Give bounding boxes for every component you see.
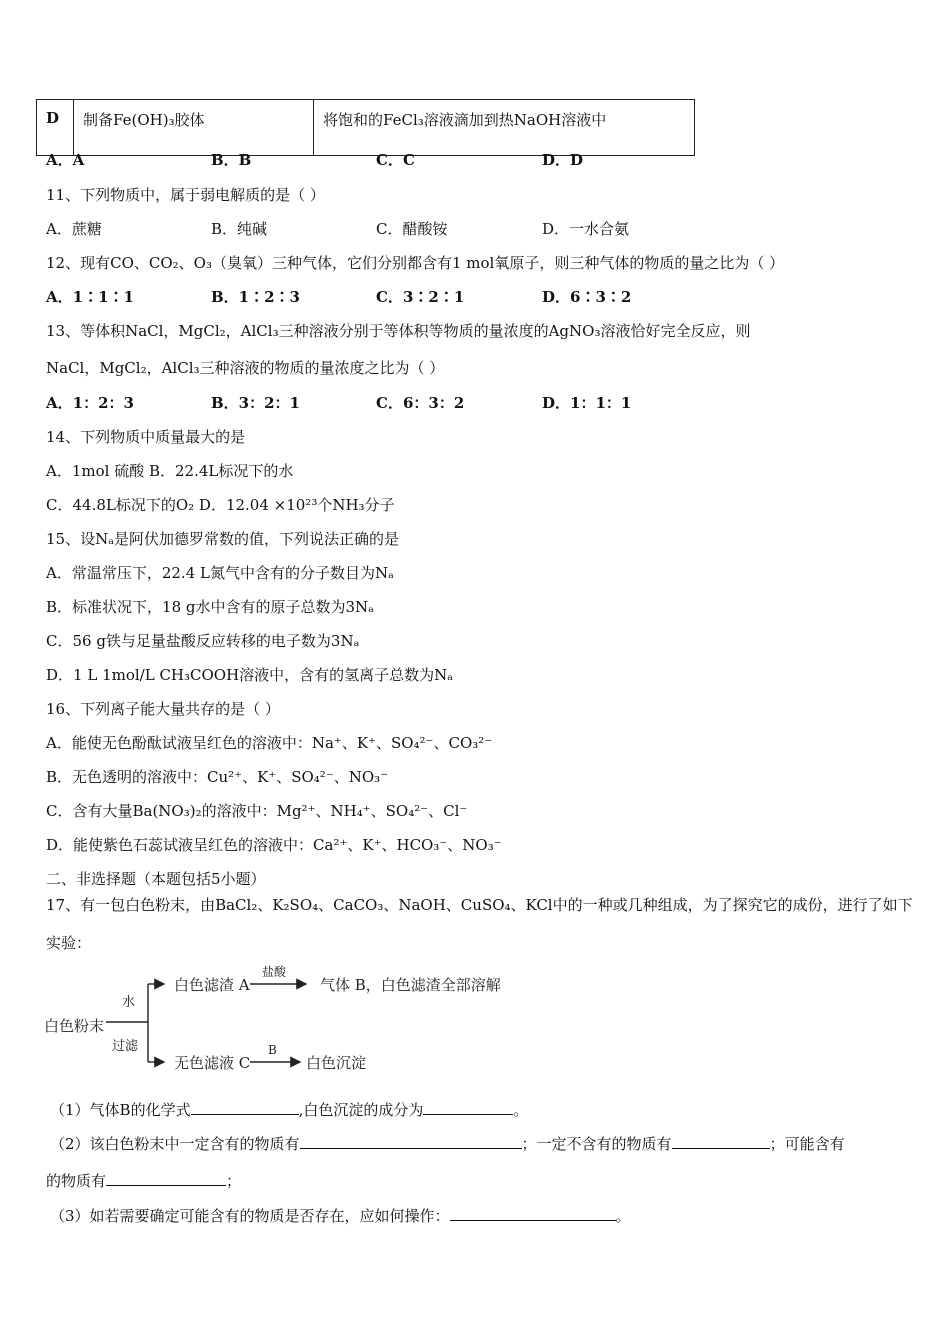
choice-c[interactable]: C．醋酸铵 xyxy=(376,220,448,238)
q17-sub3 xyxy=(50,1205,631,1226)
sub2-prompt-2: ；一定不含有的物质有 xyxy=(521,1135,672,1153)
choice-c[interactable]: C．6：3：2 xyxy=(376,394,465,412)
q17-stem-line1: 17、有一包白色粉末，由BaCl₂、K₂SO₄、CaCO₃、NaOH、CuSO₄、KCl中的一种或几种组成，为了探究它的成份，进行了如下 xyxy=(46,896,913,914)
q17-sub2-line2 xyxy=(46,1170,241,1191)
q17-sub2-line1 xyxy=(50,1133,845,1154)
section-heading: 二、非选择题（本题包括5小题） xyxy=(46,870,266,888)
sub2-prompt-3: ；可能含有 xyxy=(769,1135,845,1153)
flow-acid-result: 气体 B，白色滤渣全部溶解 xyxy=(320,976,501,994)
sub3-prompt: （3）如若需要确定可能含有的物质是否存在，应如何操作： xyxy=(50,1207,450,1225)
q16-option-a[interactable]: A．能使无色酚酞试液呈红色的溶液中：Na⁺、K⁺、SO₄²⁻、CO₃²⁻ xyxy=(46,734,493,752)
answer-blank-may-contain[interactable] xyxy=(106,1170,226,1186)
choice-a[interactable]: A．蔗糖 xyxy=(46,220,102,238)
q13-stem-line1: 13、等体积NaCl，MgCl₂，AlCl₃三种溶液分别于等体积等物质的量浓度的AgNO₃溶液恰好完全反应，则 xyxy=(46,322,751,340)
q15-option-a[interactable]: A．常温常压下，22.4 L氮气中含有的分子数目为Nₐ xyxy=(46,564,394,582)
q14-choices-ab[interactable]: A．1mol 硫酸 B．22.4L标况下的水 xyxy=(46,462,294,480)
choice-a[interactable]: A．1∶1∶1 xyxy=(46,288,134,306)
q17-stem-line2: 实验： xyxy=(46,934,92,952)
answer-blank-precipitate[interactable] xyxy=(423,1099,513,1115)
q17-sub1 xyxy=(50,1099,528,1120)
choice-b[interactable]: B．1∶2∶3 xyxy=(211,288,300,306)
choice-c[interactable]: C．3∶2∶1 xyxy=(376,288,465,306)
row-label: D xyxy=(37,100,74,156)
flow-start: 白色粉末 xyxy=(44,1017,105,1035)
answer-blank-must-contain[interactable] xyxy=(300,1133,522,1149)
choice-a[interactable]: A．A xyxy=(46,151,85,169)
q16-option-b[interactable]: B．无色透明的溶液中：Cu²⁺、K⁺、SO₄²⁻、NO₃⁻ xyxy=(46,768,389,786)
experiment-flow-diagram xyxy=(40,960,510,1080)
q13-choices xyxy=(46,393,746,413)
q15-option-c[interactable]: C．56 g铁与足量盐酸反应转移的电子数为3Nₐ xyxy=(46,632,360,650)
q15-option-d[interactable]: D．1 L 1mol/L CH₃COOH溶液中，含有的氢离子总数为Nₐ xyxy=(46,666,454,684)
q16-option-c[interactable]: C．含有大量Ba(NO₃)₂的溶液中：Mg²⁺、NH₄⁺、SO₄²⁻、Cl⁻ xyxy=(46,802,468,820)
choice-b[interactable]: B．纯碱 xyxy=(211,220,268,238)
flow-acid-label: 盐酸 xyxy=(262,965,287,979)
choice-a[interactable]: A．1：2：3 xyxy=(46,394,134,412)
choice-d[interactable]: D．1：1：1 xyxy=(542,394,632,412)
q16-stem: 16、下列离子能大量共存的是（ ） xyxy=(46,700,280,718)
choice-c[interactable]: C．C xyxy=(376,151,415,169)
q14-choices-cd[interactable]: C．44.8L标况下的O₂ D．12.04 ×10²³个NH₃分子 xyxy=(46,496,395,514)
choice-d[interactable]: D．一水合氨 xyxy=(542,220,630,238)
sub1-prompt: （1）气体B的化学式 xyxy=(50,1101,191,1119)
choice-b[interactable]: B．B xyxy=(211,151,252,169)
q13-stem-line2: NaCl，MgCl₂，AlCl₃三种溶液的物质的量浓度之比为（ ） xyxy=(46,359,445,377)
experiment-purpose: 制备Fe(OH)₃胶体 xyxy=(74,100,314,156)
flow-residue: 白色滤渣 A xyxy=(174,976,250,994)
sub2-prompt-4: 的物质有 xyxy=(46,1172,107,1190)
q11-choices xyxy=(46,219,746,239)
sub1-prompt-2: ,白色沉淀的成分为 xyxy=(298,1101,424,1119)
q11-stem: 11、下列物质中，属于弱电解质的是（ ） xyxy=(46,186,325,204)
choice-d[interactable]: D．D xyxy=(542,151,584,169)
option-table xyxy=(36,99,695,156)
choice-d[interactable]: D．6∶3∶2 xyxy=(542,288,632,306)
flow-filtrate: 无色滤液 C xyxy=(174,1054,251,1072)
q14-stem: 14、下列物质中质量最大的是 xyxy=(46,428,246,446)
flow-reagent-label: B xyxy=(268,1043,277,1057)
choice-b[interactable]: B．3：2：1 xyxy=(211,394,300,412)
q16-option-d[interactable]: D．能使紫色石蕊试液呈红色的溶液中：Ca²⁺、K⁺、HCO₃⁻、NO₃⁻ xyxy=(46,836,502,854)
sub1-end: 。 xyxy=(513,1101,529,1119)
q12-stem: 12、现有CO、CO₂、O₃（臭氧）三种气体，它们分别都含有1 mol氧原子，则三种气体的物质的量之比为（ ） xyxy=(46,254,785,272)
answer-blank-must-not-contain[interactable] xyxy=(672,1133,770,1149)
q15-option-b[interactable]: B．标准状况下，18 g水中含有的原子总数为3Nₐ xyxy=(46,598,374,616)
answer-blank-procedure[interactable] xyxy=(450,1205,616,1221)
answer-blank-gas[interactable] xyxy=(191,1099,299,1115)
flow-water-label: 水 xyxy=(122,995,136,1010)
flow-filtrate-result: 白色沉淀 xyxy=(306,1054,367,1072)
q12-choices xyxy=(46,287,746,307)
q10-choices xyxy=(46,150,746,170)
flow-filter-label: 过滤 xyxy=(112,1039,139,1054)
q15-stem: 15、设Nₐ是阿伏加德罗常数的值，下列说法正确的是 xyxy=(46,530,400,548)
sub2-prompt: （2）该白色粉末中一定含有的物质有 xyxy=(50,1135,300,1153)
sub3-end: 。 xyxy=(615,1207,631,1225)
sub2-end: ； xyxy=(226,1172,242,1190)
experiment-operation: 将饱和的FeCl₃溶液滴加到热NaOH溶液中 xyxy=(314,100,695,156)
table-row xyxy=(37,100,695,156)
